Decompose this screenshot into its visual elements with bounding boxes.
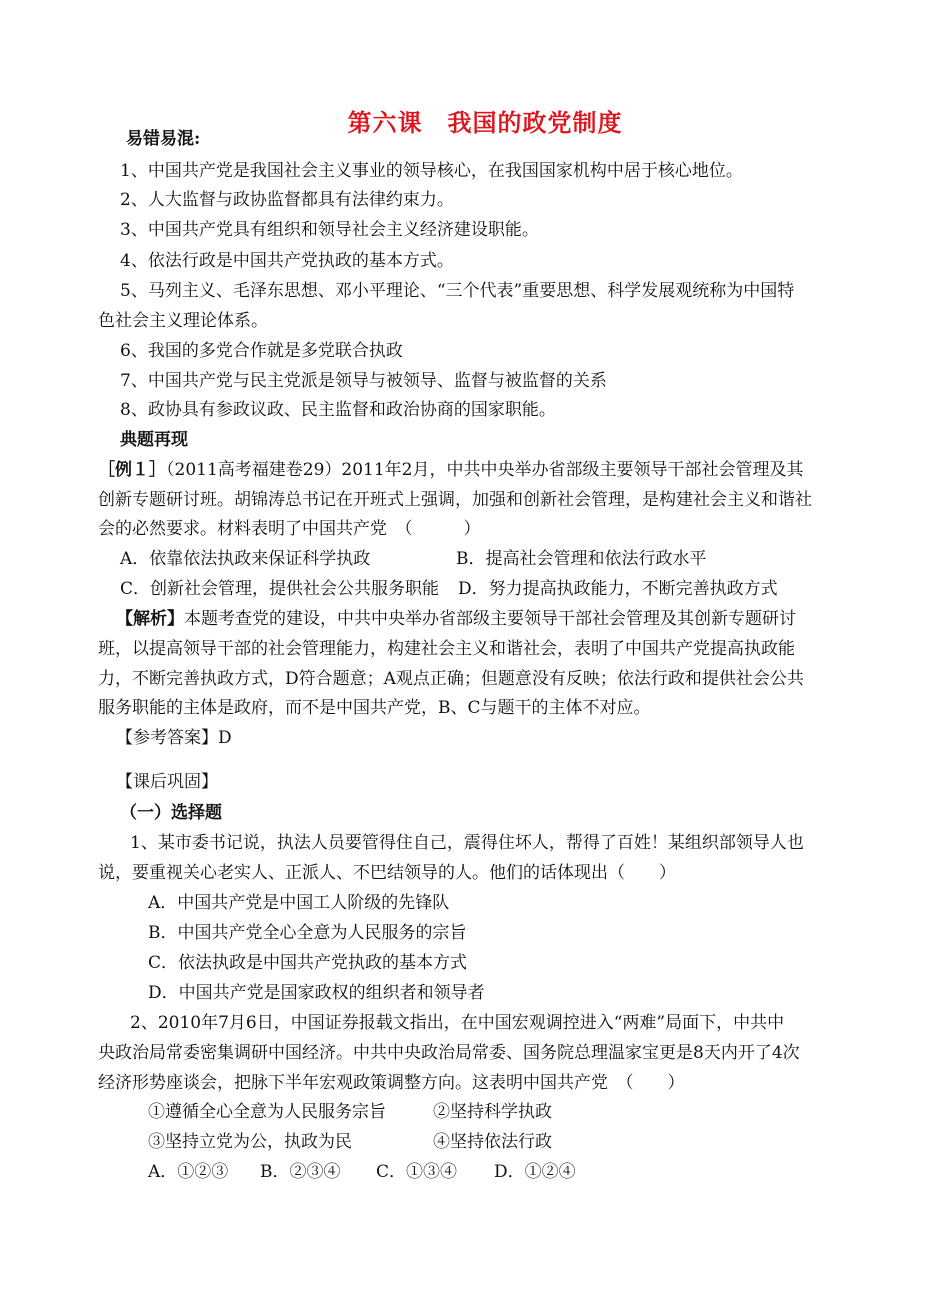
- example-line: （2011高考福建卷29）2011年2月，中共中央举办省部级主要领导干部社会管理及其: [166, 460, 804, 480]
- question-line: 央政治局常委密集调研中国经济。中共中央政治局常委、国务院总理温家宝更是8天内开了4次: [98, 1043, 800, 1063]
- section-heading-confusion: 易错易混:: [126, 129, 201, 149]
- question-line: 1、某市委书记说，执法人员要管得住自己，震得住坏人，帮得了百姓！某组织部领导人也: [130, 833, 804, 853]
- list-item: 1、中国共产党是我国社会主义事业的领导核心，在我国国家机构中居于核心地位。: [120, 161, 743, 181]
- section-heading-examples: 典题再现: [120, 430, 188, 450]
- example-line: 创新专题研讨班。胡锦涛总书记在开班式上强调，加强和创新社会管理，是构建社会主义和谐社: [98, 490, 812, 510]
- q2-statement: ④坚持依法行政: [433, 1132, 552, 1152]
- option-c: C．创新社会管理，提供社会公共服务职能: [120, 579, 440, 599]
- option-a: A．依靠依法执政来保证科学执政: [120, 549, 371, 569]
- q2-option-b: B．②③④: [260, 1162, 341, 1182]
- analysis-label: 【解析】: [116, 609, 184, 629]
- q1-option: B．中国共产党全心全意为人民服务的宗旨: [148, 923, 467, 943]
- list-item: 7、中国共产党与民主党派是领导与被领导、监督与被监督的关系: [120, 371, 607, 391]
- analysis-line: 服务职能的主体是政府，而不是中国共产党，B、C与题干的主体不对应。: [98, 698, 651, 718]
- analysis-line: 本题考查党的建设，中共中央举办省部级主要领导干部社会管理及其创新专题研讨: [184, 609, 796, 629]
- list-item: 8、政协具有参政议政、民主监督和政治协商的国家职能。: [120, 400, 556, 420]
- analysis-paragraph: [116, 608, 796, 630]
- example-paragraph: [98, 459, 803, 481]
- analysis-line: 班，以提高领导干部的社会管理能力，构建社会主义和谐社会，表明了中国共产党提高执政能: [98, 639, 795, 659]
- reference-answer: 【参考答案】D: [116, 728, 232, 748]
- section-heading-consolidation: 【课后巩固】: [116, 772, 218, 792]
- q2-statement: ②坚持科学执政: [433, 1102, 552, 1122]
- list-item: 2、人大监督与政协监督都具有法律约束力。: [120, 190, 454, 210]
- option-b: B．提高社会管理和依法行政水平: [456, 549, 707, 569]
- example-line: 会的必然要求。材料表明了中国共产党 （ ）: [98, 519, 481, 539]
- question-line: 说，要重视关心老实人、正派人、不巴结领导的人。他们的话体现出（ ）: [98, 863, 676, 883]
- list-item: 3、中国共产党具有组织和领导社会主义经济建设职能。: [120, 220, 539, 240]
- q2-option-d: D．①②④: [494, 1162, 576, 1182]
- q2-option-a: A．①②③: [148, 1162, 229, 1182]
- list-item-continuation: 色社会主义理论体系。: [98, 311, 268, 331]
- analysis-line: 力，不断完善执政方式，D符合题意；A观点正确；但题意没有反映；依法行政和提供社会公共: [98, 669, 804, 689]
- q1-option: D．中国共产党是国家政权的组织者和领导者: [148, 983, 485, 1003]
- q1-option: C．依法执政是中国共产党执政的基本方式: [148, 953, 468, 973]
- section-subheading-choice: （一）选择题: [120, 803, 222, 823]
- q2-statement: ③坚持立党为公，执政为民: [148, 1132, 352, 1152]
- question-line: 经济形势座谈会，把脉下半年宏观政策调整方向。这表明中国共产党 （ ）: [98, 1073, 685, 1093]
- list-item: 5、马列主义、毛泽东思想、邓小平理论、“三个代表”重要思想、科学发展观统称为中国特: [120, 281, 795, 301]
- list-item: 6、我国的多党合作就是多党联合执政: [120, 341, 403, 361]
- q2-statement: ①遵循全心全意为人民服务宗旨: [148, 1102, 386, 1122]
- list-item: 4、依法行政是中国共产党执政的基本方式。: [120, 251, 454, 271]
- page-title: 第六课 我国的政党制度: [347, 108, 623, 137]
- q2-option-c: C．①③④: [376, 1162, 458, 1182]
- option-d: D．努力提高执政能力，不断完善执政方式: [458, 579, 778, 599]
- question-line: 2、2010年7月6日，中国证券报载文指出，在中国宏观调控进入“两难”局面下，中共中: [130, 1013, 785, 1033]
- example-label: ［例１］: [98, 460, 166, 480]
- q1-option: A．中国共产党是中国工人阶级的先锋队: [148, 893, 450, 913]
